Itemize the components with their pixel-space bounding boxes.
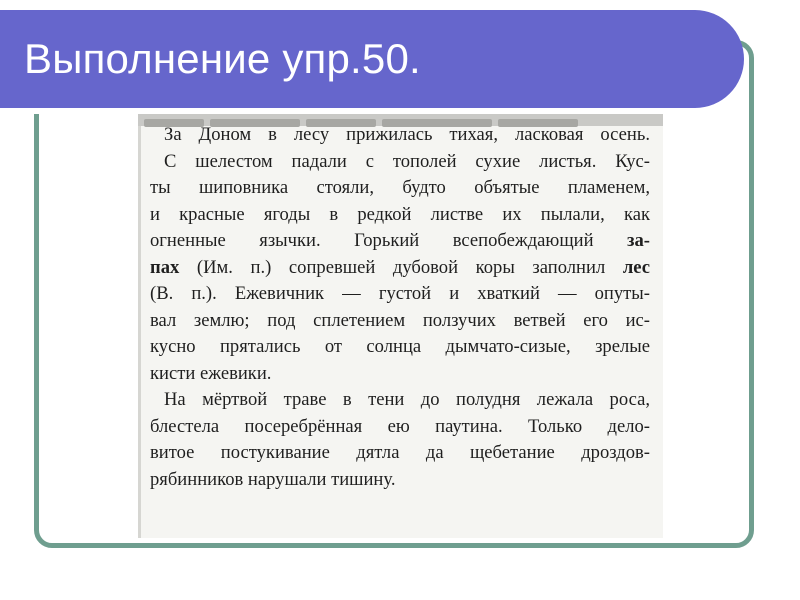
text-line [150,467,650,494]
bold-word: пах [150,256,180,278]
text-line [150,440,650,467]
text-fragment: кисти ежевики. [150,362,272,384]
text-fragment: кусно прятались от солнца дымчато-сизые, зрелые [150,336,650,357]
bold-word: за- [627,230,650,251]
exercise-text [150,122,650,493]
text-fragment: и красные ягоды в редкой листве их пылали, как [150,203,650,225]
title-banner [0,10,744,108]
text-line [150,308,650,335]
text-line [150,202,650,229]
scan-page-edge [138,126,141,538]
slide-title: Выполнение упр.50. [24,35,421,82]
text-fragment: огненные язычки. Горький всепобеждающий [150,230,628,251]
text-fragment: (В. п.). Ежевичник — густой и хваткий — опуты- [150,283,650,304]
text-line [150,334,650,361]
text-line [150,175,650,202]
text-line [150,414,650,441]
text-line [150,122,650,149]
text-fragment: С шелестом падали с тополей сухие листья. Кус- [164,150,650,172]
text-line [150,149,650,176]
scanned-text-image [138,114,663,538]
text-fragment: вал землю; под сплетением ползучих ветвей его ис- [150,309,650,331]
text-fragment: На мёртвой траве в тени до полудня лежала роса, [164,389,650,410]
text-line [150,255,650,282]
text-line [150,281,650,308]
text-fragment: рябинников нарушали тишину. [150,468,396,490]
text-line [150,387,650,414]
text-fragment: блестела посеребрённая ею паутина. Только дело- [150,415,650,437]
text-fragment: За Доном в лесу прижилась тихая, ласковая осень. [164,124,650,145]
text-line [150,361,650,388]
text-line [150,228,650,255]
text-fragment: ты шиповника стояли, будто объятые пламенем, [150,177,650,198]
bold-word: лес [622,256,650,278]
text-fragment: (Им. п.) сопревшей дубовой коры заполнил [179,256,623,278]
text-fragment: витое постукивание дятла да щебетание дроздов- [150,442,650,463]
